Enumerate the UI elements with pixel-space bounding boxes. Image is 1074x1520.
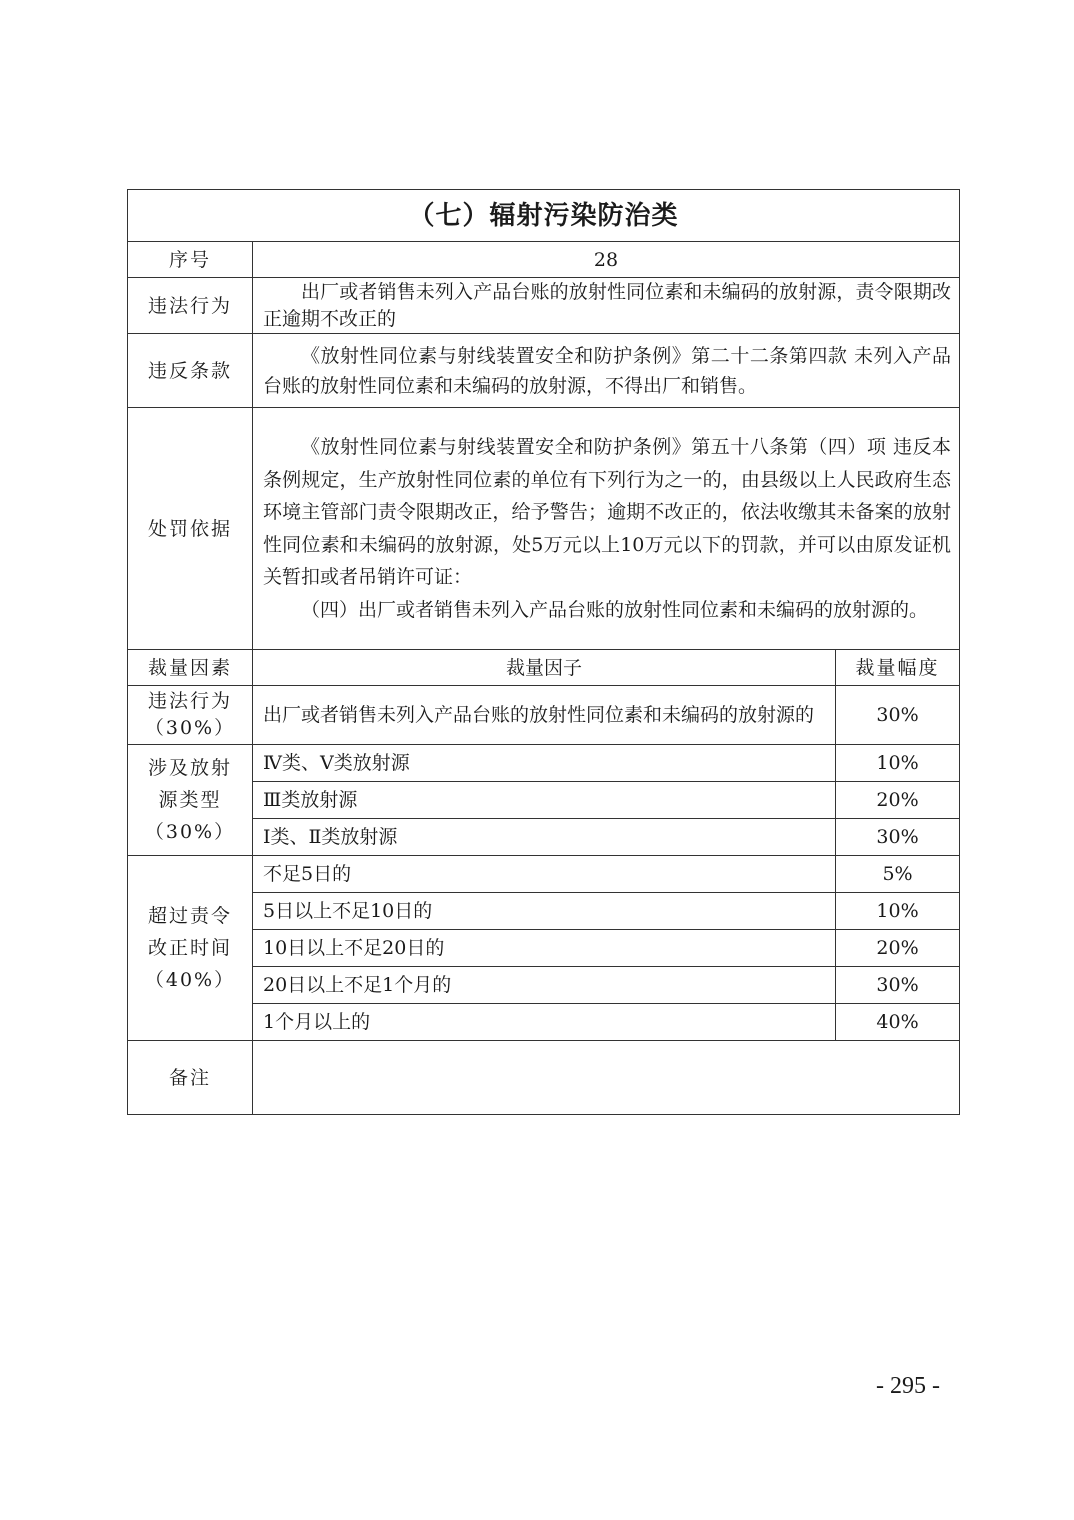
factor-range: 10% [836, 893, 960, 930]
remarks-value [253, 1041, 960, 1115]
section-title: （七）辐射污染防治类 [128, 190, 960, 242]
factor-text: Ⅰ类、Ⅱ类放射源 [253, 819, 836, 856]
factor-range: 40% [836, 1004, 960, 1041]
clause-row [128, 334, 960, 408]
factor-row [128, 967, 960, 1004]
factor-group-label-line: 源类型 [158, 789, 222, 811]
factor-group-label-line: 涉及放射 [147, 757, 232, 779]
factor-range: 20% [836, 930, 960, 967]
factor-group-label-line: （30%） [144, 717, 236, 739]
penalty-text-cell [253, 408, 960, 650]
factor-row [128, 1004, 960, 1041]
penalty-discretion-table [127, 189, 960, 1115]
factor-range: 20% [836, 782, 960, 819]
penalty-label: 处罚依据 [128, 408, 253, 650]
factor-group-label [128, 686, 253, 745]
serial-label: 序号 [128, 242, 253, 278]
clause-text-cell [253, 334, 960, 408]
factor-group-label-line: （40%） [144, 969, 236, 991]
remarks-row [128, 1041, 960, 1115]
remarks-label: 备注 [128, 1041, 253, 1115]
factors-header-row [128, 650, 960, 686]
clause-text: 《放射性同位素与射线装置安全和防护条例》第二十二条第四款 未列入产品台账的放射性同位素和未编码的放射源，不得出厂和销售。 [263, 344, 952, 397]
title-row [128, 190, 960, 242]
factor-row [128, 819, 960, 856]
factors-header-col2: 裁量因子 [253, 650, 836, 686]
factor-text: 不足5日的 [253, 856, 836, 893]
factor-range: 5% [836, 856, 960, 893]
factors-header-col1: 裁量因素 [128, 650, 253, 686]
penalty-paragraph-2: （四）出厂或者销售未列入产品台账的放射性同位素和未编码的放射源的。 [301, 598, 929, 621]
penalty-paragraph-1: 《放射性同位素与射线装置安全和防护条例》第五十八条第（四）项 违反本条例规定，生产放射性同位素的单位有下列行为之一的，由县级以上人民政府生态环境主管部门责令限期改正，给予警告；逾期不改正的，依法收缴其未备案的放射性同位素和未编码的放射源，处5万元以上10万元以下的罚款，并可以由原发证机关暂扣或者吊销许可证： [263, 436, 952, 588]
factor-group-label-line: （30%） [144, 821, 236, 843]
factor-text: 20日以上不足1个月的 [253, 967, 836, 1004]
factor-text: Ⅲ类放射源 [253, 782, 836, 819]
violation-text-cell [253, 278, 960, 334]
factor-row [128, 686, 960, 745]
factor-text: 10日以上不足20日的 [253, 930, 836, 967]
factor-row [128, 856, 960, 893]
factor-row [128, 745, 960, 782]
page-number: - 295 - [876, 1373, 940, 1399]
factor-group-label-line: 改正时间 [147, 937, 232, 959]
clause-label: 违反条款 [128, 334, 253, 408]
factor-group-label [128, 745, 253, 856]
factor-row [128, 930, 960, 967]
serial-value: 28 [253, 242, 960, 278]
factor-row [128, 782, 960, 819]
factors-header-col3: 裁量幅度 [836, 650, 960, 686]
factor-group-label-line: 超过责令 [147, 905, 232, 927]
factor-range: 10% [836, 745, 960, 782]
violation-text: 出厂或者销售未列入产品台账的放射性同位素和未编码的放射源，责令限期改正逾期不改正的 [263, 280, 952, 330]
factor-range: 30% [836, 967, 960, 1004]
factor-text: 出厂或者销售未列入产品台账的放射性同位素和未编码的放射源的 [253, 686, 836, 745]
penalty-row [128, 408, 960, 650]
violation-row [128, 278, 960, 334]
factor-group-label [128, 856, 253, 1041]
factor-range: 30% [836, 819, 960, 856]
factor-range: 30% [836, 686, 960, 745]
serial-row [128, 242, 960, 278]
factor-group-label-line: 违法行为 [147, 690, 232, 712]
violation-label: 违法行为 [128, 278, 253, 334]
factor-text: Ⅳ类、Ⅴ类放射源 [253, 745, 836, 782]
factor-row [128, 893, 960, 930]
factor-text: 1个月以上的 [253, 1004, 836, 1041]
factor-text: 5日以上不足10日的 [253, 893, 836, 930]
